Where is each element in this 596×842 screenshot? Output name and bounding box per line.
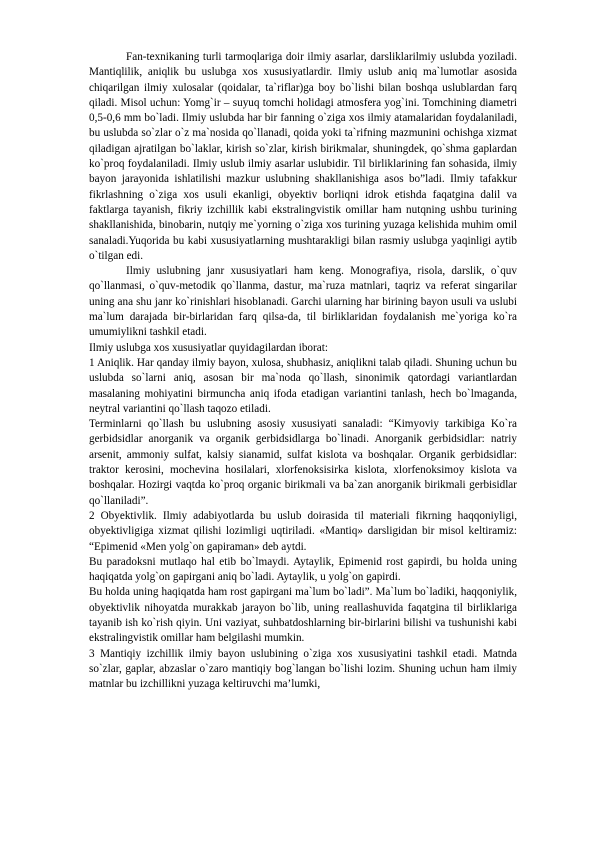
paragraph-paradox: Bu paradoksni mutlaqo hal etib bo`lmaydi. Aytaylik, Epimenid rost gapirdi, bu holda uning haqiqatda yolg`on gapirgani aniq bo`ladi. Aytaylik, u yolg`on gapirdi. [89, 555, 517, 584]
paragraph-genres: Ilmiy uslubning janr xususiyatlari ham keng. Monografiya, risola, darslik, o`quv qo`llanmasi, o`quv-metodik qo`llanma, dastur, ma`ruza matnlari, taqriz va referat singarilar uning ana shu janr ko`rinishlari hisoblanadi. Garchi ularning har birining bayon usuli va uslubi ma`lum darajada bir-birlaridan farq qilsa-da, til birliklaridan foydalanish me`yoriga ko`ra umumiylikni tashkil etadi. [89, 265, 517, 339]
paragraph-accuracy: 1 Aniqlik. Har qanday ilmiy bayon, xulosa, shubhasiz, aniqlikni talab qiladi. Shuning uchun bu uslubda so`larni aniq, asosan bir ma`noda qo`llash, sinonimik qatordagi variantlardan masalaning mohiyatini birmuncha aniq ifoda etadigan variantini tanlash, hech bo`lmaganda, neytral variantini qo`llash taqozo etiladi. [89, 356, 517, 415]
paragraph-features-heading: Ilmiy uslubga xos xususiyatlar quyidagilardan iborat: [89, 341, 328, 354]
paragraph-terminology: Terminlarni qo`llash bu uslubning asosiy xususiyati sanaladi: “Kimyoviy tarkibiga Ko`ra gerbidsidlar anorganik va organik gerbidsidlarga bo`linadi. Anorganik gerbidsidlar: natriy arsenit, ammoniy sulfat, kalsiy sianamid, sulfat kislota va boshqalar. Organik gerbidsidlar: traktor kerosini, mochevina hosilalari, xlorfenoksisirka kislota, xlorfenoksimoy kislota va boshqalar. Hozirgi vaqtda ko`proq organic birikmali va ba`zan anorganik birikmali gerbisidlar qo`llaniladi”. [89, 418, 517, 507]
paragraph-intro: Fan-texnikaning turli tarmoqlariga doir ilmiy asarlar, darsliklarilmiy uslubda yoziladi. Mantiqlilik, aniqlik bu uslubga xos xususiyatlardir. Ilmiy uslub aniq ma`lumotlar asosida chiqarilgan ilmiy xulosalar (qoidalar, ta`riflar)ga boy bo`lishi bilan boshqa uslublardan farq qiladi. Misol uchun: Yomg`ir – suyuq tomchi holidagi atmosfera yog`ini. Tomchining diametri 0,5-0,6 mm bo`ladi. Ilmiy uslubda har bir fanning o`ziga xos ilmiy atamalaridan foydalaniladi, bu uslubda so`zlar o`z ma`nosida qo`llanadi, qoida yoki ta`rifning mazmunini ochishga xizmat qiladigan ajratilgan bo`laklar, kirish so`zlar, kirish birikmalar, shuningdek, qo`shma gaplardan ko`proq foydalaniladi. Ilmiy uslub ilmiy asarlar uslubidir. Til birliklarining fan sohasida, ilmiy bayon jarayonida ishlatilishi mazkur uslubning shakllanishiga asos bo”ladi. Ilmiy tafakkur fikrlashning o`ziga xos usuli ekanligi, obyektiv borliqni idrok etishda faqatgina dalil va faktlarga tayanish, fikriy izchillik kabi ekstralingvistik omillar ham nutqning ushbu turining shakllanishida, binobarin, nutqiy me`yorning o`ziga xos turining yuzaga kelishida muhim omil sanaladi.Yuqorida bu kabi xususiyatlarning mushtarakligi bilan rasmiy uslubga yaqinligi aytib o`tilgan edi. [89, 51, 517, 262]
paragraph-logical-consistency: 3 Mantiqiy izchillik ilmiy bayon uslubining o`ziga xos xususiyatini tashkil etadi. Matnda so`zlar, gaplar, abzaslar o`zaro mantiqiy bog`langan bo`lishi lozim. Shuning uchun ham ilmiy matnlar bu izchillikni yuzaga keltiruvchi ma’lumki, [89, 647, 517, 691]
paragraph-objectivity: 2 Obyektivlik. Ilmiy adabiyotlarda bu uslub doirasida til materiali fikrning haqqoniyligi, obyektivligiga xizmat qilishi lozimligi uqtiriladi. «Mantiq» darsligidan bir misol keltiramiz: “Epimenid «Men yolg`on gapiraman» deb aytdi. [89, 509, 517, 553]
document-page [89, 50, 517, 692]
paragraph-truthfulness: Bu holda uning haqiqatda ham rost gapirgani ma`lum bo`ladi”. Ma`lum bo`ladiki, haqqoniylik, obyektivlik nihoyatda murakkab jarayon bo`lib, uning reallashuvida faqatgina til birliklariga tayanib ish ko`rish qiyin. Uni vaziyat, suhbatdoshlarning bir-birlarini bilishi va tushunishi kabi ekstralingvistik omillar ham belgilashi mumkin. [89, 586, 517, 645]
